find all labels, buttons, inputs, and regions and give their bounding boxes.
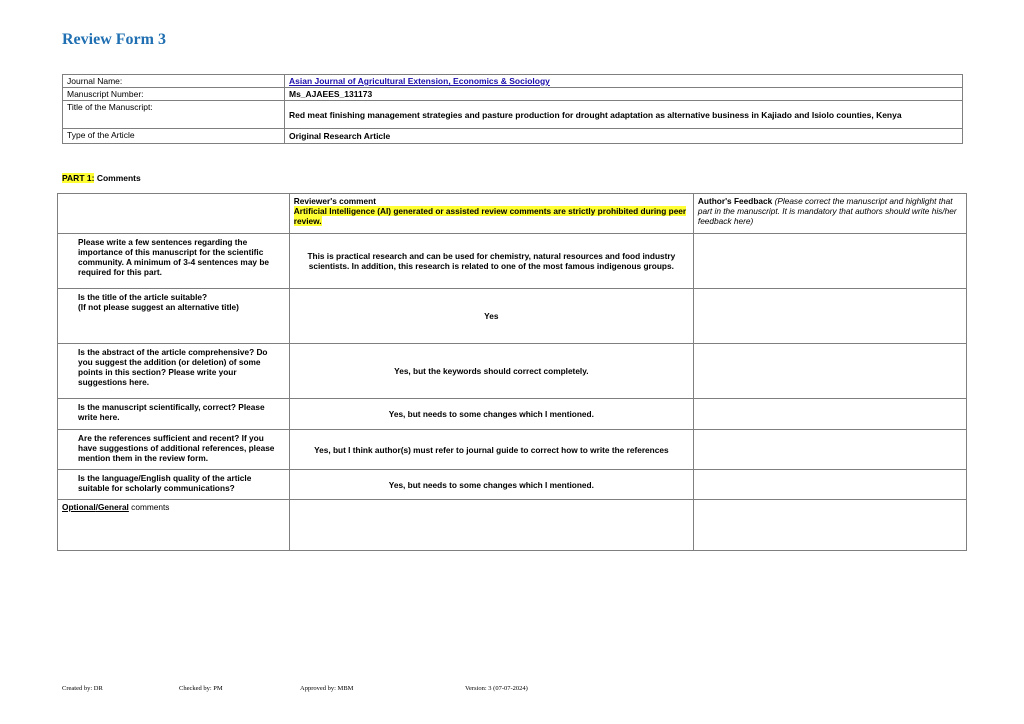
- question-language: Is the language/English quality of the article suitable for scholarly communications?: [58, 470, 290, 500]
- manuscript-number-label: Manuscript Number:: [63, 88, 285, 101]
- review-row-optional: [58, 500, 967, 551]
- comment-title: Yes: [289, 289, 693, 344]
- question-title: [58, 289, 290, 344]
- comment-optional[interactable]: [289, 500, 693, 551]
- footer-version: Version: 3 (07-07-2024): [465, 685, 528, 692]
- manuscript-title-value: Red meat finishing management strategies and pasture production for drought adaptation as alternative business in Kajiado and Isiolo counties, Kenya: [285, 101, 963, 129]
- part1-heading: [62, 173, 141, 183]
- review-header-row: [58, 194, 967, 234]
- optional-sep: /: [95, 502, 98, 512]
- comment-references: Yes, but I think author(s) must refer to journal guide to correct how to write the references: [289, 430, 693, 470]
- review-row-references: [58, 430, 967, 470]
- footer-created: Created by: DR: [62, 685, 103, 692]
- question-title-line1: Is the title of the article suitable?: [78, 292, 208, 302]
- review-row-scientific: [58, 399, 967, 430]
- article-type-label: Type of the Article: [63, 129, 285, 144]
- feedback-optional[interactable]: [693, 500, 966, 551]
- question-scientific: Is the manuscript scientifically, correct? Please write here.: [58, 399, 290, 430]
- journal-row: [63, 75, 963, 88]
- feedback-language[interactable]: [693, 470, 966, 500]
- manuscript-number-value: Ms_AJAEES_131173: [285, 88, 963, 101]
- article-type-value: Original Research Article: [285, 129, 963, 144]
- optional-comments-label: [58, 500, 290, 551]
- article-type-row: [63, 129, 963, 144]
- optional-word: Optional: [62, 502, 96, 512]
- manuscript-title-label: Title of the Manuscript:: [63, 101, 285, 129]
- footer-checked: Checked by: PM: [179, 685, 223, 692]
- comment-abstract: Yes, but the keywords should correct completely.: [289, 344, 693, 399]
- feedback-title[interactable]: [693, 289, 966, 344]
- comment-scientific: Yes, but needs to some changes which I mentioned.: [289, 399, 693, 430]
- question-importance: Please write a few sentences regarding the importance of this manuscript for the scientific community. A minimum of 3-4 sentences may be required for this part.: [58, 234, 290, 289]
- page-title: Review Form 3: [62, 31, 166, 48]
- footer-approved: Approved by: MBM: [300, 685, 354, 692]
- review-row-title: [58, 289, 967, 344]
- reviewer-comment-title: Reviewer's comment: [293, 196, 376, 206]
- manuscript-number-row: [63, 88, 963, 101]
- reviewer-comment-header: [289, 194, 693, 234]
- manuscript-info-table: [62, 74, 963, 144]
- part1-prefix: PART 1:: [62, 173, 95, 183]
- feedback-references[interactable]: [693, 430, 966, 470]
- comments-word: comments: [128, 502, 170, 512]
- journal-link[interactable]: Asian Journal of Agricultural Extension, Economics & Sociology: [289, 76, 550, 86]
- comment-importance: This is practical research and can be used for chemistry, natural resources and food industry scientists. In addition, this research is related to one of the most famous indigenous groups.: [289, 234, 693, 289]
- ai-notice: Artificial Intelligence (AI) generated or assisted review comments are strictly prohibited during peer review.: [293, 206, 687, 226]
- author-feedback-note: (Please correct the manuscript and highlight that part in the manuscript. It is mandatory that authors should write his/her feedback here): [697, 196, 957, 226]
- question-references: Are the references sufficient and recent? If you have suggestions of additional references, please mention them in the review form.: [58, 430, 290, 470]
- question-abstract: Is the abstract of the article comprehensive? Do you suggest the addition (or deletion) of some points in this section? Please write your suggestions here.: [58, 344, 290, 399]
- review-row-language: [58, 470, 967, 500]
- journal-label: Journal Name:: [63, 75, 285, 88]
- manuscript-title-row: [63, 101, 963, 129]
- question-title-line2: (If not please suggest an alternative title): [78, 302, 239, 312]
- comment-language: Yes, but needs to some changes which I mentioned.: [289, 470, 693, 500]
- review-row-abstract: [58, 344, 967, 399]
- feedback-importance[interactable]: [693, 234, 966, 289]
- feedback-scientific[interactable]: [693, 399, 966, 430]
- part1-label: Comments: [96, 173, 141, 183]
- review-row-importance: [58, 234, 967, 289]
- general-word: General: [97, 502, 129, 512]
- feedback-abstract[interactable]: [693, 344, 966, 399]
- journal-value-cell: [285, 75, 963, 88]
- author-feedback-title: Author's Feedback: [697, 196, 773, 206]
- author-feedback-header: [693, 194, 966, 234]
- header-empty-cell: [58, 194, 290, 234]
- review-table: [57, 193, 967, 551]
